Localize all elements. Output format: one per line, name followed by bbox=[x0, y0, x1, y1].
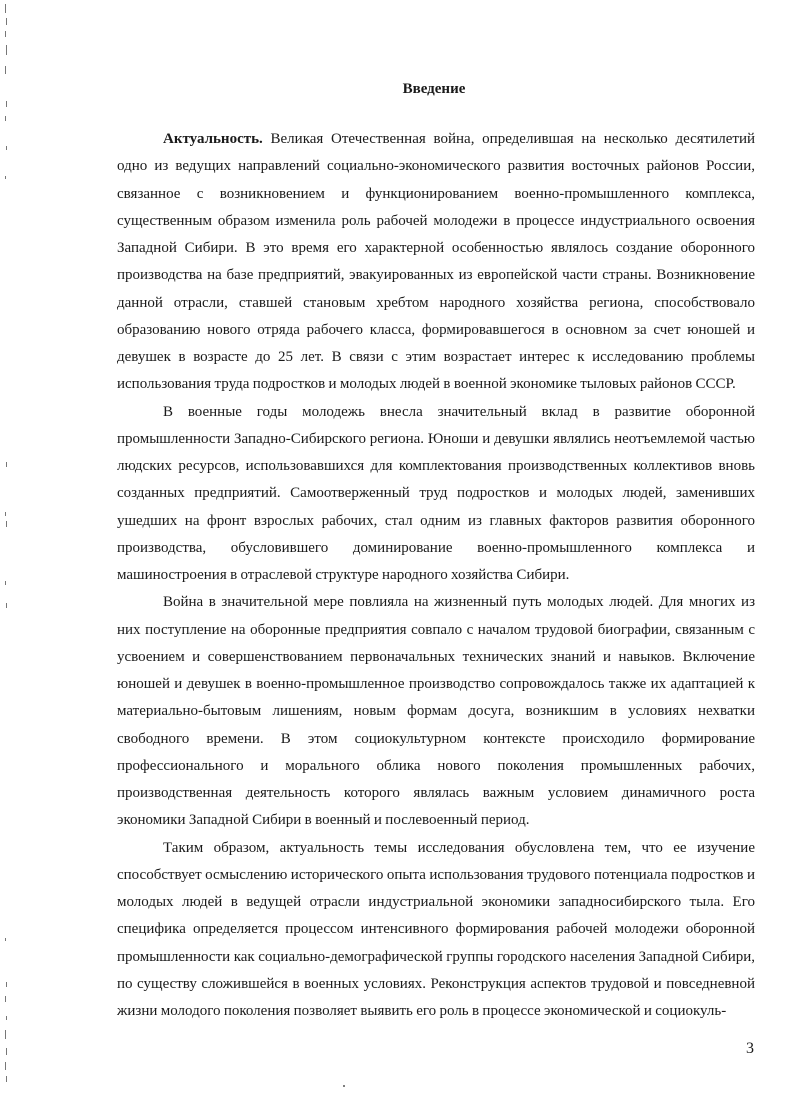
page-number: 3 bbox=[746, 1040, 754, 1057]
paragraph-wartime-youth: В военные годы молодежь внесла значительный вклад в развитие оборонной промышленности Западно-Сибирского региона. Юноши и девушки являлись неотъемлемой частью людских ресурсов, использовавшихся для комплектования производственных коллективов вновь созданных предприятий. Самоотверженный труд подростков и молодых людей, заменивших ушедших на фронт взрослых рабочих, стал одним из главных факторов развития оборонного производства, обусловившего доминирование военно-промышленного комплекса и машиностроения в отраслевой структуре народного хозяйства Сибири. bbox=[117, 403, 755, 583]
section-title: Введение bbox=[402, 81, 466, 97]
scan-dot bbox=[343, 1085, 345, 1087]
document-body bbox=[117, 126, 755, 1025]
paragraph-relevance bbox=[117, 126, 755, 399]
paragraph-war-influence: Война в значительной мере повлияла на жизненный путь молодых людей. Для многих из них поступление на оборонные предприятия совпало с началом трудовой биографии, связанным с усвоением и совершенствованием первоначальных технических знаний и навыков. Включение юношей и девушек в военно-промышленное производство сопровождалось также их адаптацией к материально-бытовым лишениям, новым формам досуга, возникшим в условиях нехватки свободного времени. В этом социокультурном контексте происходило формирование профессионального и морального облика нового поколения промышленных рабочих, производственная деятельность которого являлась важным условием динамичного роста экономики Западной Сибири в военный и послевоенный период. bbox=[117, 594, 755, 829]
paragraph-lead-term: Актуальность. bbox=[163, 131, 263, 147]
scan-edge-marks bbox=[0, 0, 14, 1093]
paragraph-conclusion: Таким образом, актуальность темы исследования обусловлена тем, что ее изучение способствует осмыслению исторического опыта использования трудового потенциала подростков и молодых людей в ведущей отрасли индустриальной экономики западносибирского тыла. Его специфика определяется процессом интенсивного формирования рабочей молодежи оборонной промышленности как социально-демографической группы городского населения Западной Сибири, по существу сложившейся в военных условиях. Реконструкция аспектов трудовой и повседневной жизни молодого поколения позволяет выявить его роль в процессе экономической и социокуль- bbox=[117, 839, 755, 1019]
paragraph-text: Великая Отечественная война, определившая на несколько десятилетий одно из ведущих направлений социально-экономического развития восточных районов России, связанное с возникновением и функционированием военно-промышленного комплекса, существенным образом изменила роль рабочей молодежи в процессе индустриального освоения Западной Сибири. В это время его характерной особенностью являлось создание оборонного производства на базе предприятий, эвакуированных из европейской части страны. Возникновение данной отрасли, ставшей становым хребтом народного хозяйства региона, способствовало образованию нового отряда рабочего класса, формировавшегося в основном за счет юношей и девушек в возрасте до 25 лет. В связи с этим возрастает интерес к исследованию проблемы использования труда подростков и молодых людей в военной экономике тыловых районов СССР. bbox=[117, 131, 755, 393]
